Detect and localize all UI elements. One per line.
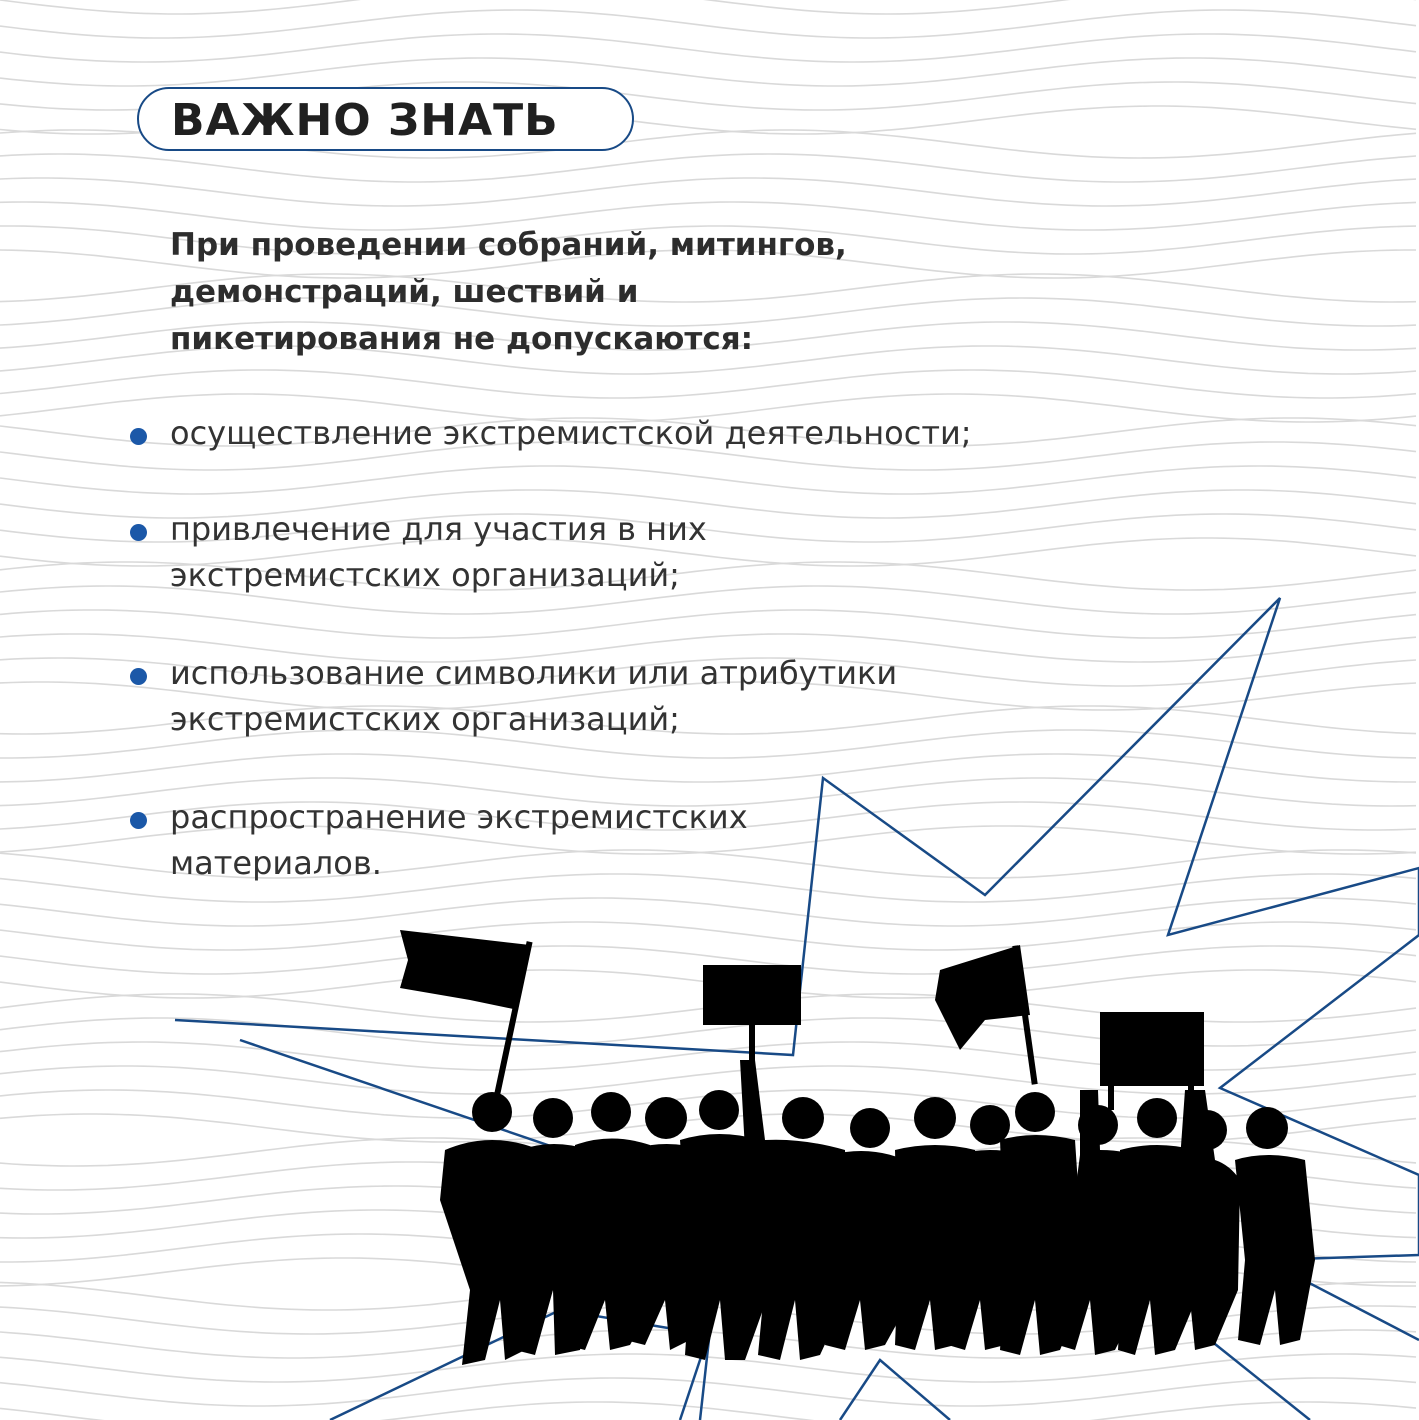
list-item-text: материалов. (170, 844, 382, 882)
list-item-text: распространение экстремистских (170, 798, 748, 836)
placard-stick (1108, 1080, 1114, 1110)
list-item-text: использование символики или атрибутики (170, 654, 898, 692)
list-item-text: осуществление экстремистской деятельности; (170, 414, 972, 452)
section-title: ВАЖНО ЗНАТЬ (171, 95, 559, 146)
list-item-text: экстремистских организаций; (170, 700, 680, 738)
list-item-text: экстремистских организаций; (170, 556, 680, 594)
burst-outline (1210, 1340, 1310, 1420)
list-item-text: привлечение для участия в них (170, 510, 707, 548)
intro-line: При проведении собраний, митингов, (170, 227, 847, 263)
placard (703, 965, 801, 1025)
flag-left (400, 930, 530, 1010)
burst-outline (840, 1360, 950, 1420)
placard (1100, 1012, 1204, 1086)
intro-line: пикетирования не допускаются: (170, 321, 754, 357)
intro-line: демонстраций, шествий и (170, 274, 639, 310)
crowd-silhouette (400, 930, 1315, 1365)
